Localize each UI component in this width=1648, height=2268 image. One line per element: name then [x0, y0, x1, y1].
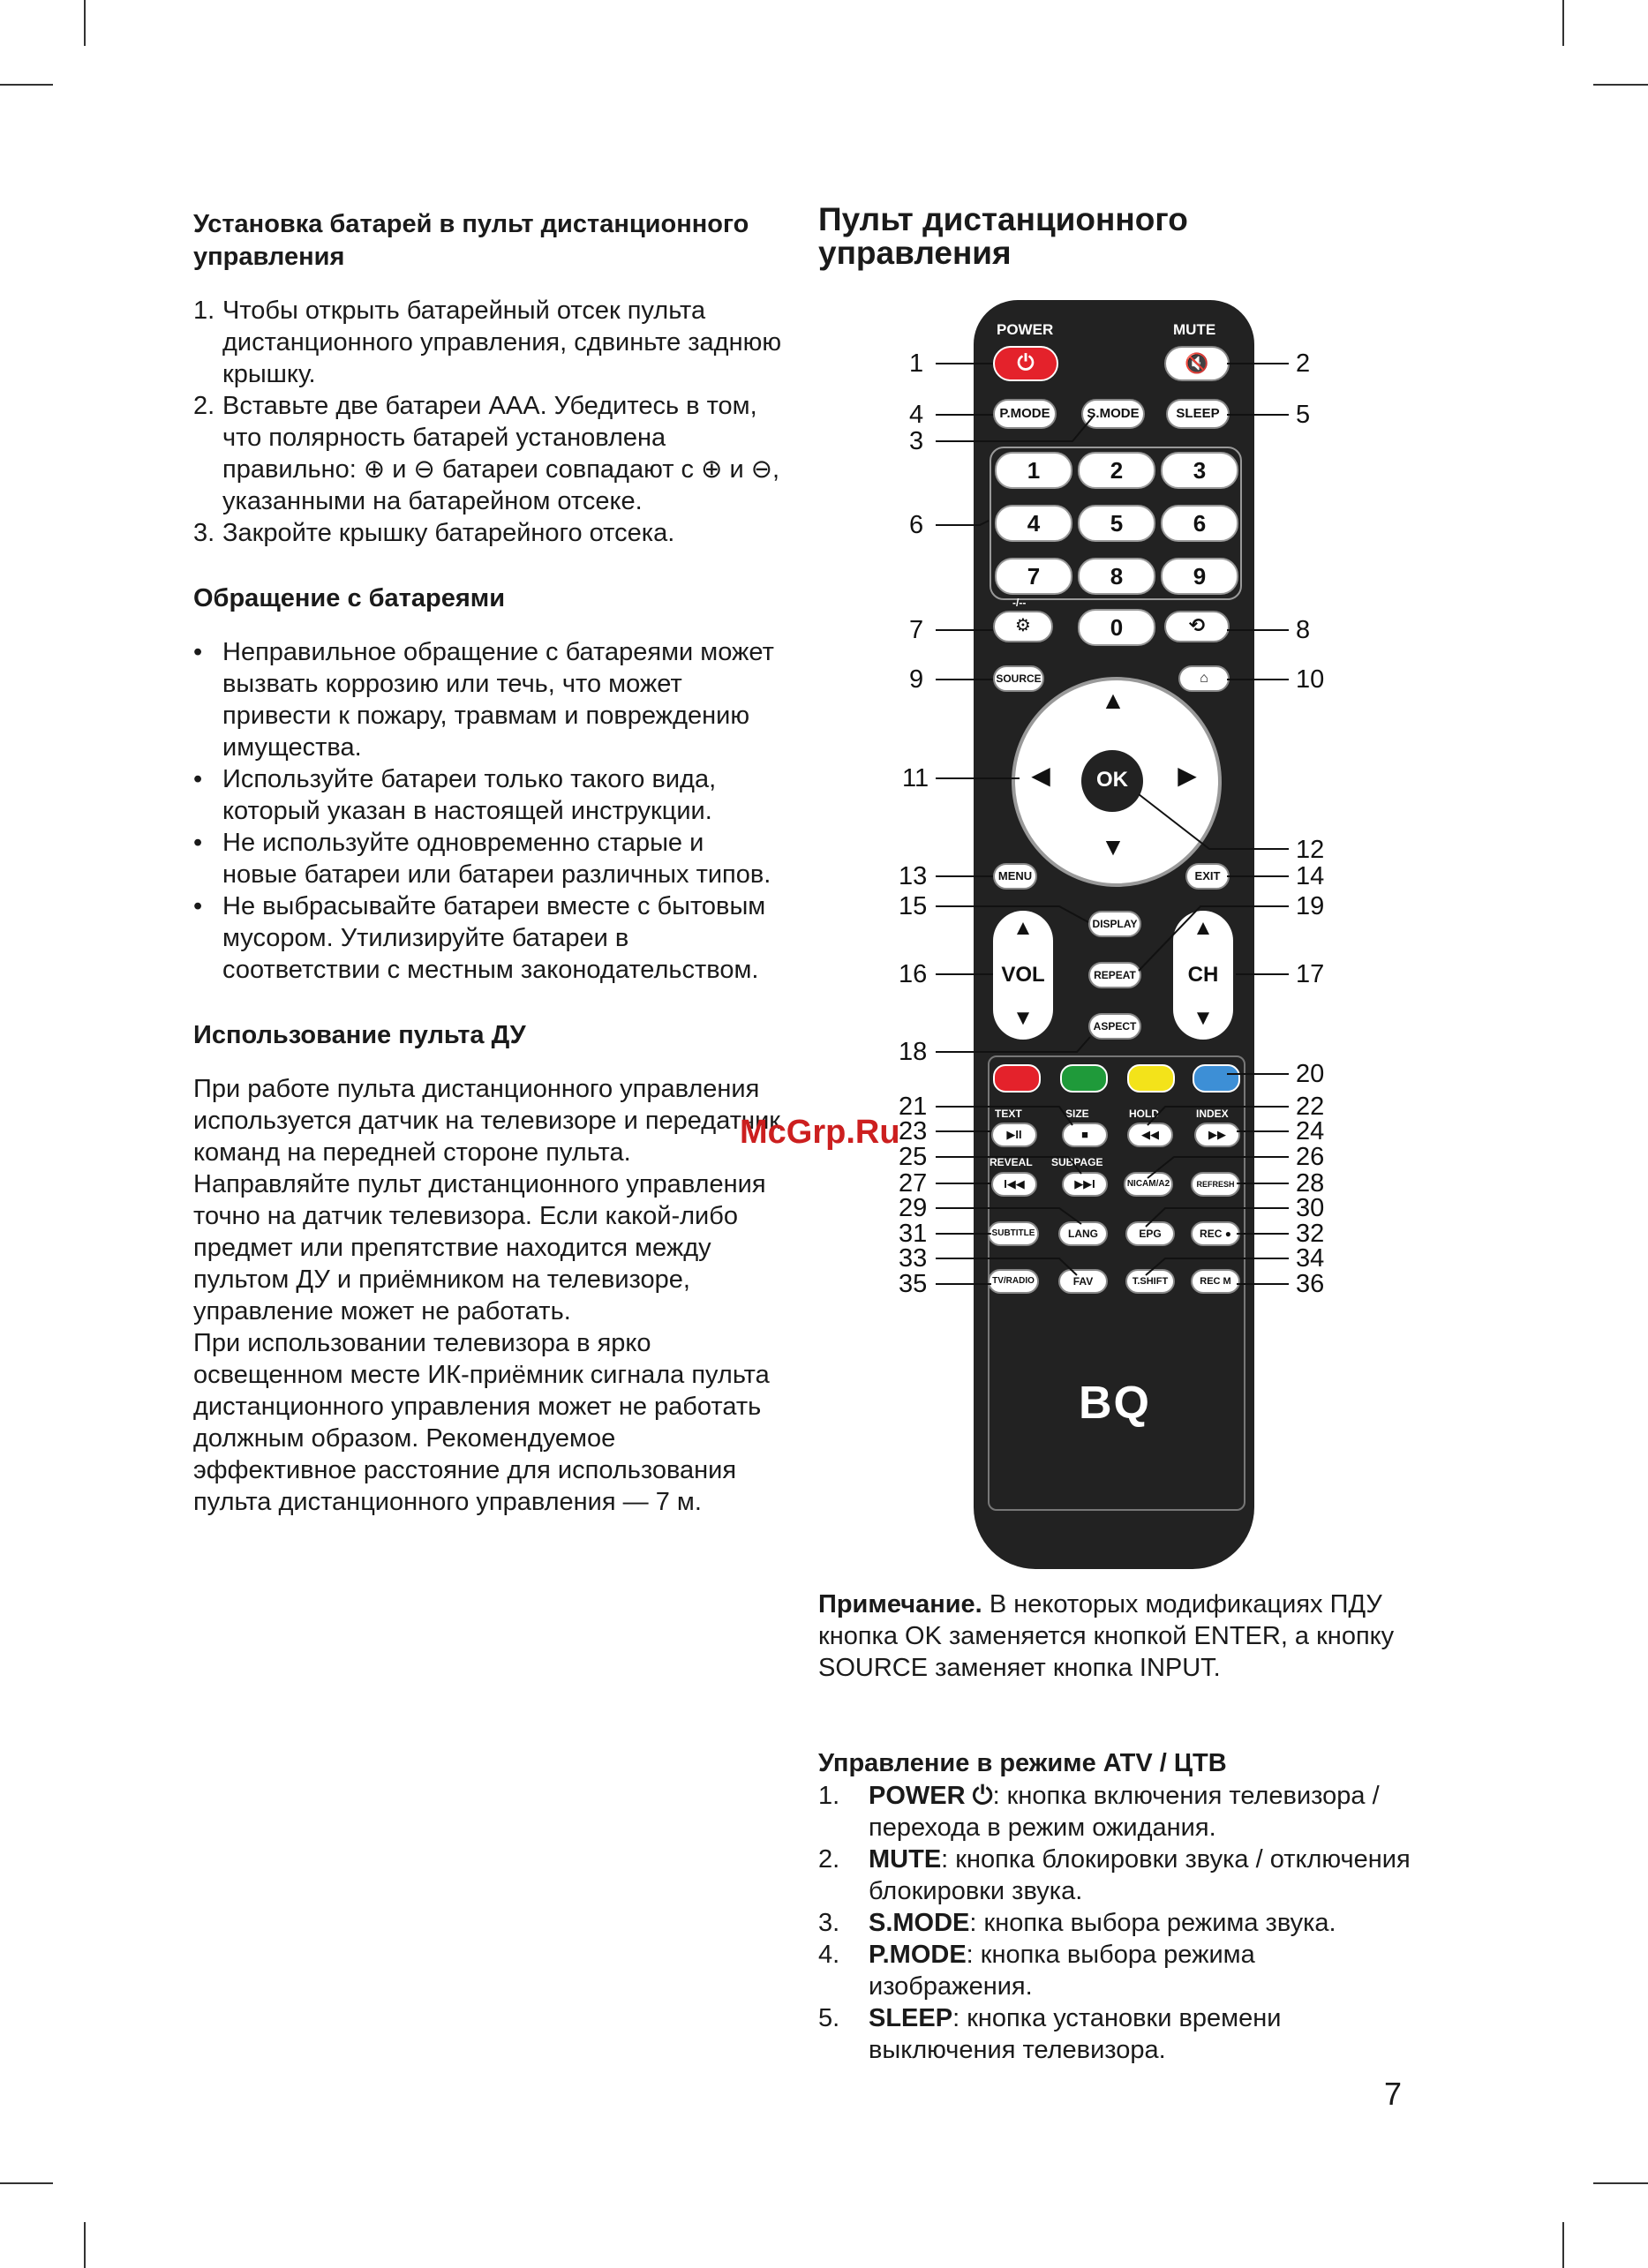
mode-item: 1. POWER ⏻: кнопка включения телевизора / перехода в режим ожидания. — [818, 1782, 1380, 1842]
callout-25: 25 — [899, 1143, 928, 1171]
callout-10: 10 — [1296, 665, 1325, 694]
digit-2-button[interactable]: 2 — [1078, 452, 1155, 489]
callout-11: 11 — [902, 764, 929, 792]
digit-8-button[interactable]: 8 — [1078, 558, 1155, 595]
aspect-button[interactable]: ASPECT — [1088, 1013, 1141, 1040]
usage-paragraph: При работе пульта дистанционного управления используется датчик на телевизоре и передатчик команд на передней стороне пульта. Направляйте пульт дистанционного управления точно на датчик телевизора. Если какой-либо предмет или препятствие находится между пультом ДУ и приёмником на телевизоре, управление может не работать. — [193, 1075, 780, 1326]
prev-button[interactable]: I◀◀ — [991, 1172, 1037, 1197]
fav-button[interactable]: FAV — [1058, 1269, 1108, 1294]
digit-6-button[interactable]: 6 — [1161, 505, 1238, 542]
play-pause-button[interactable]: ▶II — [991, 1123, 1037, 1147]
digit-0-button[interactable]: 0 — [1078, 609, 1155, 646]
mode-item: 4. P.MODE: кнопка выбора режима изображения. — [818, 1941, 1255, 2001]
refresh-button[interactable]: REFRESH — [1191, 1172, 1240, 1197]
vol-down-icon: ▼ — [1012, 1006, 1034, 1030]
callout-29: 29 — [899, 1194, 928, 1222]
smode-button[interactable]: S.MODE — [1081, 399, 1145, 429]
reveal-label: REVEAL — [990, 1156, 1033, 1168]
mode-item: 5. SLEEP: кнопка установки времени выключения телевизора. — [818, 2004, 1282, 2064]
digit-4-button[interactable]: 4 — [995, 505, 1072, 542]
brand-logo: BQ — [1079, 1378, 1151, 1429]
dash-label: -/-- — [1012, 597, 1027, 609]
down-arrow-button[interactable]: ▼ — [1101, 833, 1125, 860]
list-item: • Не используйте одновременно старые и новые батареи или батареи различных типов. — [193, 829, 771, 889]
callout-27: 27 — [899, 1169, 928, 1198]
callout-20: 20 — [1296, 1060, 1325, 1088]
forward-button[interactable]: ▶▶ — [1194, 1123, 1240, 1147]
power-button[interactable]: ⏻ — [993, 346, 1058, 381]
subtitle-button[interactable]: SUBTITLE — [988, 1221, 1039, 1246]
callout-21: 21 — [899, 1093, 928, 1121]
note-text: В некоторых модификациях ПДУ кнопка OK заменяется кнопкой ENTER, а кнопку SOURCE заменяет кнопка INPUT. — [818, 1590, 1395, 1682]
callout-36: 36 — [1296, 1270, 1325, 1298]
rec-button[interactable]: REC ● — [1191, 1221, 1240, 1246]
text-label: TEXT — [995, 1108, 1022, 1120]
ch-up-icon: ▲ — [1193, 916, 1214, 940]
vol-up-icon: ▲ — [1012, 916, 1034, 940]
hold-label: HOLD — [1129, 1108, 1159, 1120]
next-button[interactable]: ▶▶I — [1062, 1172, 1108, 1197]
digit-7-button[interactable]: 7 — [995, 558, 1072, 595]
menu-button[interactable]: MENU — [993, 863, 1037, 890]
sleep-button[interactable]: SLEEP — [1166, 399, 1230, 429]
digit-1-button[interactable]: 1 — [995, 452, 1072, 489]
callout-7: 7 — [909, 616, 924, 644]
ch-label: CH — [1187, 963, 1219, 987]
callout-13: 13 — [899, 862, 928, 890]
watermark: McGrp.Ru — [740, 1114, 900, 1151]
callout-4: 4 — [909, 401, 924, 429]
mode-item: 2. MUTE: кнопка блокировки звука / отключения блокировки звука. — [818, 1845, 1411, 1905]
callout-22: 22 — [1296, 1093, 1325, 1121]
handling-title: Обращение с батареями — [193, 584, 506, 612]
install-title: Установка батарей в пульт дистанционного управления — [193, 210, 749, 271]
callout-5: 5 — [1296, 401, 1311, 429]
note-label: Примечание. — [818, 1590, 982, 1618]
recall-icon: ⟲ — [1188, 614, 1206, 636]
lang-button[interactable]: LANG — [1058, 1221, 1108, 1246]
mode-list — [818, 1780, 1418, 2066]
ok-label: OK — [1096, 768, 1128, 792]
up-arrow-button[interactable]: ▲ — [1101, 687, 1125, 714]
rewind-button[interactable]: ◀◀ — [1127, 1123, 1173, 1147]
callout-32: 32 — [1296, 1220, 1325, 1248]
page-number: 7 — [1384, 2076, 1403, 2112]
install-step: 2. Вставьте две батареи ААА. Убедитесь в том, что полярность батарей установлена правильно: ⊕ и ⊖ батареи совпадают с ⊕ и ⊖, указанными на батарейном отсеке. — [193, 392, 780, 515]
callout-34: 34 — [1296, 1244, 1325, 1273]
tshift-button[interactable]: T.SHIFT — [1125, 1269, 1175, 1294]
callout-31: 31 — [899, 1220, 928, 1248]
stop-button[interactable]: ■ — [1062, 1123, 1108, 1147]
callout-1: 1 — [909, 349, 924, 378]
callout-23: 23 — [899, 1117, 928, 1145]
mute-label: MUTE — [1173, 321, 1216, 338]
mute-icon: 🔇 — [1185, 352, 1209, 374]
callout-3: 3 — [909, 427, 924, 455]
callout-30: 30 — [1296, 1194, 1325, 1222]
left-arrow-button[interactable]: ◀ — [1031, 762, 1050, 789]
digit-5-button[interactable]: 5 — [1078, 505, 1155, 542]
right-arrow-button[interactable]: ▶ — [1178, 762, 1197, 789]
callout-28: 28 — [1296, 1169, 1325, 1198]
home-icon: ⌂ — [1200, 671, 1208, 686]
subpage-label: SUBPAGE — [1051, 1156, 1103, 1168]
nicam-button[interactable]: NICAM/A2 — [1124, 1172, 1173, 1197]
gear-icon: ⚙ — [1015, 616, 1031, 635]
digit-9-button[interactable]: 9 — [1161, 558, 1238, 595]
usage-paragraph: При использовании телевизора в ярко освещенном месте ИК-приёмник сигнала пульта дистанционного управления может не работать должным образом. Рекомендуемое эффективное расстояние для использования пульта дистанционного управления — 7 м. — [193, 1329, 770, 1516]
recm-button[interactable]: REC M — [1191, 1269, 1240, 1294]
source-button[interactable]: SOURCE — [993, 665, 1044, 692]
callout-8: 8 — [1296, 616, 1311, 644]
power-label: POWER — [997, 321, 1054, 338]
ch-down-icon: ▼ — [1193, 1006, 1214, 1030]
callout-35: 35 — [899, 1270, 928, 1298]
list-item: • Не выбрасывайте батареи вместе с бытовым мусором. Утилизируйте батареи в соответствии с местным законодательством. — [193, 892, 766, 984]
list-item: • Неправильное обращение с батареями может вызвать коррозию или течь, что может привести к пожару, травмам и повреждению имущества. — [193, 638, 774, 762]
callout-16: 16 — [899, 960, 928, 988]
callout-19: 19 — [1296, 892, 1325, 920]
callout-9: 9 — [909, 665, 924, 694]
callout-26: 26 — [1296, 1143, 1325, 1171]
callout-17: 17 — [1296, 960, 1325, 988]
index-label: INDEX — [1196, 1108, 1229, 1120]
callout-12: 12 — [1296, 836, 1325, 864]
remote-title: Пульт дистанционного управления — [818, 201, 1188, 271]
mode-section — [818, 1747, 1418, 2066]
pmode-button[interactable]: P.MODE — [993, 399, 1057, 429]
callout-15: 15 — [899, 892, 928, 920]
callout-6: 6 — [909, 511, 924, 539]
mode-title: Управление в режиме ATV / ЦТВ — [818, 1749, 1227, 1777]
list-item: • Используйте батареи только такого вида, который указан в настоящей инструкции. — [193, 765, 717, 825]
callout-2: 2 — [1296, 349, 1311, 378]
repeat-button[interactable]: REPEAT — [1088, 962, 1141, 988]
callout-14: 14 — [1296, 862, 1325, 890]
display-button[interactable]: DISPLAY — [1088, 911, 1141, 937]
usage-title: Использование пульта ДУ — [193, 1021, 526, 1049]
exit-button[interactable]: EXIT — [1185, 863, 1230, 890]
note — [818, 1588, 1418, 1684]
callout-18: 18 — [899, 1038, 928, 1066]
install-step: 1. Чтобы открыть батарейный отсек пульта дистанционного управления, сдвиньте заднюю крышку. — [193, 297, 782, 388]
tvradio-button[interactable]: TV/RADIO — [988, 1269, 1039, 1294]
install-step: 3. Закройте крышку батарейного отсека. — [193, 519, 675, 547]
size-label: SIZE — [1065, 1108, 1089, 1120]
callout-33: 33 — [899, 1244, 928, 1273]
callout-24: 24 — [1296, 1117, 1325, 1145]
epg-button[interactable]: EPG — [1125, 1221, 1175, 1246]
mode-item: 3. S.MODE: кнопка выбора режима звука. — [818, 1909, 1336, 1937]
vol-label: VOL — [1001, 963, 1045, 987]
digit-3-button[interactable]: 3 — [1161, 452, 1238, 489]
